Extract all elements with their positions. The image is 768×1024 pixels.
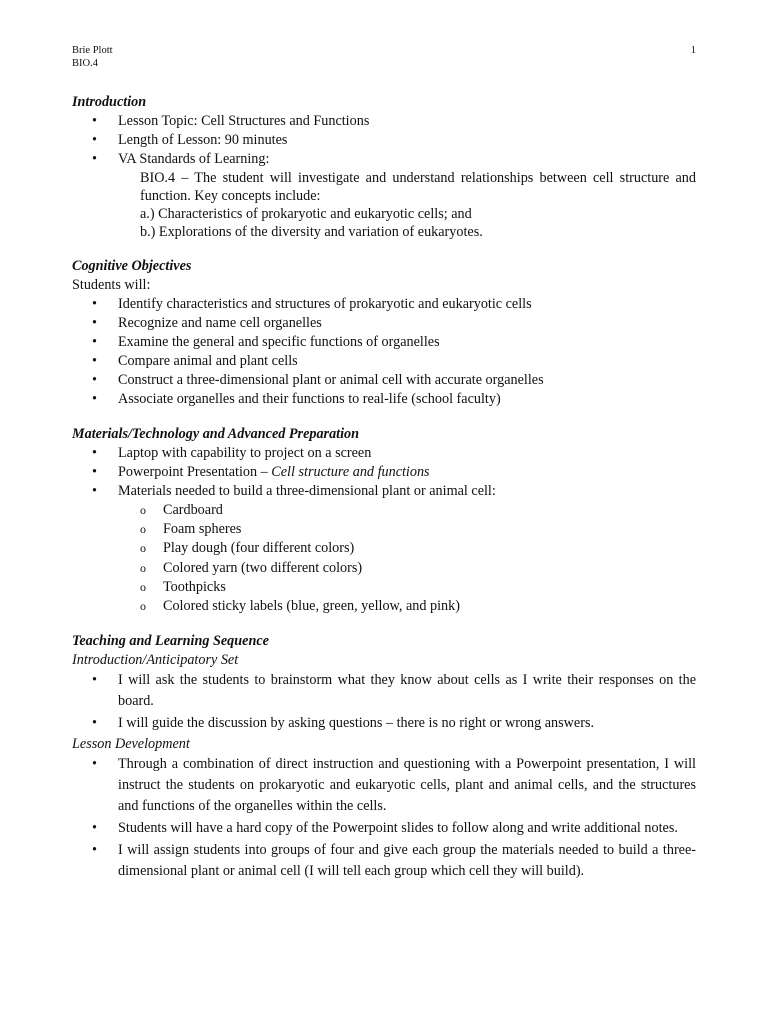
presentation-label: Powerpoint Presentation – [118, 464, 272, 480]
list-item: • Materials needed to build a three-dimensional plant or animal cell: [72, 482, 696, 501]
lesson-development-heading: Lesson Development [72, 736, 190, 753]
objectives-list [72, 295, 696, 409]
list-item: • Students will have a hard copy of the Powerpoint slides to follow along and write additional notes. [72, 818, 696, 839]
list-item: • Construct a three-dimensional plant or animal cell with accurate organelles [72, 371, 696, 390]
sub-list-item: o Play dough (four different colors) [72, 539, 696, 558]
materials-list [72, 444, 696, 501]
sub-list-item: o Colored yarn (two different colors) [72, 559, 696, 578]
list-item: • Identify characteristics and structures of prokaryotic and eukaryotic cells [72, 295, 696, 314]
author-name: Brie Plott [72, 45, 113, 56]
section-spacer [72, 409, 696, 425]
anticipatory-list [72, 670, 696, 734]
course-code: BIO.4 [72, 58, 98, 69]
standard-block [72, 169, 696, 241]
materials-heading: Materials/Technology and Advanced Preparation [72, 426, 360, 442]
list-item: • Lesson Topic: Cell Structures and Functions [72, 112, 696, 131]
list-item: • Length of Lesson: 90 minutes [72, 131, 696, 150]
list-item: • Laptop with capability to project on a screen [72, 444, 696, 463]
presentation-title: Cell structure and functions [271, 464, 430, 480]
list-item: • Compare animal and plant cells [72, 352, 696, 371]
list-item: • Associate organelles and their functions to real-life (school faculty) [72, 390, 696, 409]
sub-list-item: o Cardboard [72, 501, 696, 520]
page-number: 1 [690, 45, 696, 56]
teaching-sequence-heading: Teaching and Learning Sequence [72, 633, 269, 650]
page-header [72, 44, 696, 70]
development-list [72, 754, 696, 882]
introduction-heading: Introduction [72, 94, 147, 110]
standard-item: b.) Explorations of the diversity and variation of eukaryotes. [140, 224, 483, 240]
cognitive-objectives-heading: Cognitive Objectives [72, 258, 192, 274]
list-item: • I will ask the students to brainstorm what they know about cells as I write their responses on the board. [72, 670, 696, 712]
list-item: • I will assign students into groups of four and give each group the materials needed to build a three-dimensional plant or animal cell (I will tell each group which cell they will build). [72, 840, 696, 882]
section-spacer [72, 241, 696, 257]
sub-list-item: o Foam spheres [72, 520, 696, 539]
materials-sublist [72, 501, 696, 616]
sub-list-item: o Colored sticky labels (blue, green, yellow, and pink) [72, 597, 696, 616]
section-spacer [72, 616, 696, 632]
objectives-lead: Students will: [72, 277, 151, 293]
list-item: • VA Standards of Learning: [72, 150, 696, 169]
standard-text: BIO.4 – The student will investigate and understand relationships between cell structure and function. Key concepts include: [140, 170, 696, 204]
document-body [72, 93, 696, 883]
list-item: • I will guide the discussion by asking questions – there is no right or wrong answers. [72, 713, 696, 734]
list-item [72, 463, 696, 482]
list-item: • Examine the general and specific functions of organelles [72, 333, 696, 352]
sub-list-item: o Toothpicks [72, 578, 696, 597]
introduction-list [72, 112, 696, 169]
list-item: • Through a combination of direct instruction and questioning with a Powerpoint presentation, I will instruct the students on prokaryotic and eukaryotic cells, plant and animal cells, and the structures and functions of the organelles within the cells. [72, 754, 696, 817]
list-item: • Recognize and name cell organelles [72, 314, 696, 333]
anticipatory-set-heading: Introduction/Anticipatory Set [72, 652, 239, 669]
standard-item: a.) Characteristics of prokaryotic and eukaryotic cells; and [140, 206, 472, 222]
